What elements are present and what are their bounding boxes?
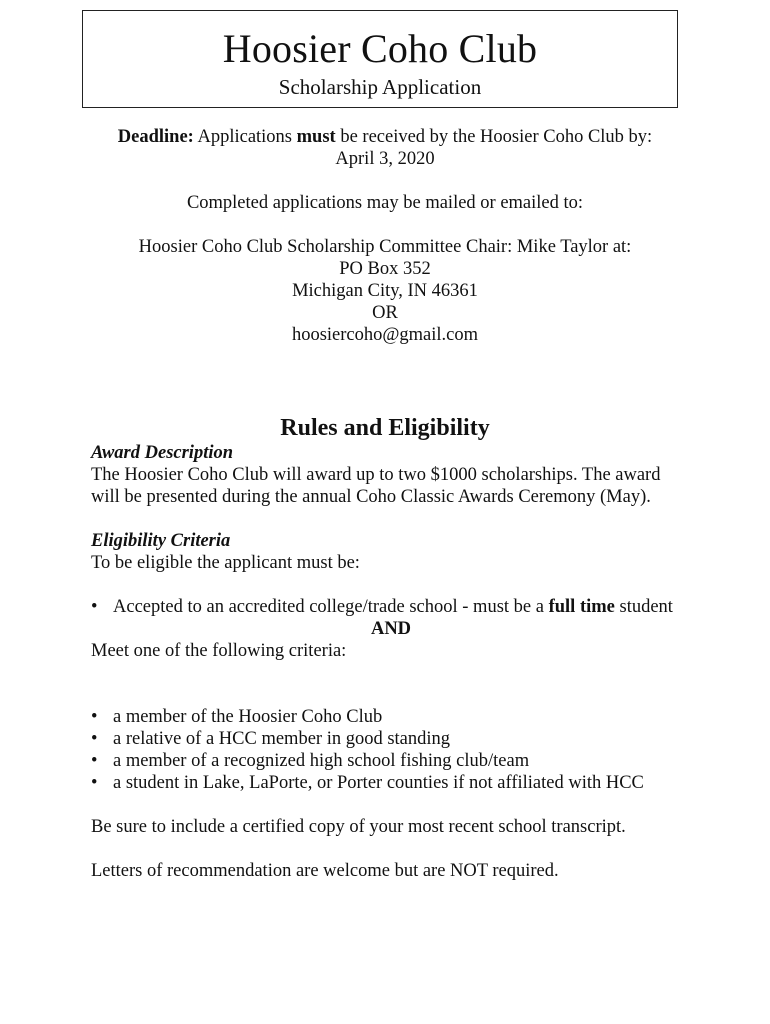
deadline-must: must	[296, 127, 336, 147]
submission-intro: Completed applications may be mailed or emailed to:	[186, 193, 584, 213]
email-address: hoosiercoho@gmail.com	[291, 325, 479, 345]
deadline-label: Deadline:	[117, 127, 194, 147]
award-description-section	[91, 442, 691, 508]
or-line: OR	[372, 303, 398, 323]
title-box	[82, 10, 678, 108]
and-separator: AND	[370, 619, 412, 639]
deadline-date: April 3, 2020	[335, 149, 435, 169]
list-item	[91, 596, 691, 618]
bullet-glyph: •	[91, 773, 98, 793]
letters-note: Letters of recommendation are welcome but are NOT required.	[91, 861, 559, 881]
list-item	[91, 772, 691, 794]
criteria-list	[91, 706, 691, 794]
deadline-text-after: be received by the Hoosier Coho Club by:	[335, 127, 653, 147]
list-item	[91, 706, 691, 728]
primary-full-time: full time	[548, 597, 615, 617]
mailing-address-block	[82, 236, 688, 346]
criteria-list-block	[91, 706, 691, 794]
transcript-note: Be sure to include a certified copy of your most recent school transcript.	[91, 817, 626, 837]
list-item	[91, 728, 691, 750]
meet-one-line: Meet one of the following criteria:	[91, 641, 347, 661]
bullet-glyph: •	[91, 751, 98, 771]
city-line: Michigan City, IN 46361	[292, 281, 478, 301]
award-description-text: The Hoosier Coho Club will award up to two $1000 scholarships. The award will be presented during the annual Coho Classic Awards Ceremony (May).	[91, 465, 661, 507]
criteria-item-text: a relative of a HCC member in good standing	[113, 729, 451, 749]
criteria-item-text: a member of a recognized high school fishing club/team	[113, 751, 530, 771]
eligibility-heading: Eligibility Criteria	[91, 531, 231, 551]
deadline-line	[82, 126, 688, 148]
primary-text-after: student	[614, 597, 673, 617]
po-box-line: PO Box 352	[339, 259, 431, 279]
eligibility-section	[91, 530, 691, 574]
rules-heading: Rules and Eligibility	[280, 415, 490, 441]
list-item	[91, 750, 691, 772]
eligibility-intro: To be eligible the applicant must be:	[91, 553, 360, 573]
page-subtitle: Scholarship Application	[278, 75, 482, 99]
committee-chair-line: Hoosier Coho Club Scholarship Committee Chair: Mike Taylor at:	[138, 237, 632, 257]
primary-requirement-block	[91, 596, 691, 662]
criteria-item-text: a member of the Hoosier Coho Club	[113, 707, 383, 727]
bullet-glyph: •	[91, 729, 98, 749]
award-description-heading: Award Description	[91, 443, 234, 463]
bullet-glyph: •	[91, 707, 98, 727]
criteria-item-text: a student in Lake, LaPorte, or Porter counties if not affiliated with HCC	[113, 773, 644, 793]
deadline-block	[82, 126, 688, 170]
primary-requirement-list	[91, 596, 691, 618]
bullet-glyph: •	[91, 597, 98, 617]
deadline-text-before: Applications	[193, 127, 297, 147]
page-title: Hoosier Coho Club	[222, 26, 538, 71]
primary-text-before: Accepted to an accredited college/trade school - must be a	[113, 597, 549, 617]
